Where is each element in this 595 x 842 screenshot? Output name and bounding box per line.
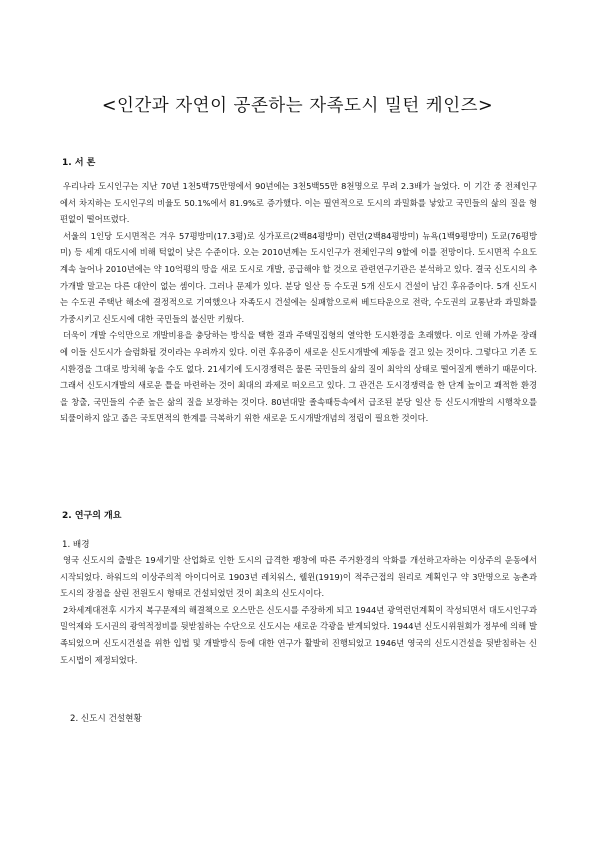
paragraph: 우리나라 도시인구는 지난 70년 1천5백75만명에서 90년에는 3천5백55만 8천명으로 무려 2.3배가 늘었다. 이 기간 중 전체인구에서 차지하는 도시인구의 비율도 50.1%에서 81.9%로 증가했다. 이는 필연적으로 도시의 과밀화를 낳았고 국민들의 삶의 질을 형편없이 떨어뜨렸다. bbox=[60, 181, 537, 225]
paragraph: 영국 신도시의 출발은 19세기말 산업화로 인한 도시의 급격한 팽창에 따른 주거환경의 악화를 개선하고자하는 이상주의 운동에서 시작되었다. 하워드의 이상주의적 아이디어로 1903년 레치워스, 웰윈(1919)이 적주근접의 원리로 계획인구 약 3만명으로 농촌과 도시의 장점을 살린 전원도시 형태로 건설되었던 것이 최초의 신도시이다. bbox=[60, 555, 537, 599]
subsection-heading-status: 2. 신도시 건설현황 bbox=[70, 714, 142, 724]
section-heading-overview: 2. 연구의 개요 bbox=[62, 511, 122, 521]
section-background-body bbox=[60, 552, 537, 668]
paragraph: 서울의 1인당 도시면적은 겨우 57평방미(17.3평)로 싱가포르(2백84평방미) 런던(2백84평방미) 뉴욕(1백9평방미) 도쿄(76평방미) 등 세계 대도시에 비해 턱없이 낮은 수준이다. 오는 2010년께는 도시인구가 전체인구의 9할에 이를 전망이다. 도시면적 수요도 계속 늘어나 2010년에는 약 10억평의 땅을 새로 도시로 개발, 공급해야 할 것으로 관련연구기관은 분석하고 있다. 결국 신도시의 추가개발 말고는 다른 대안이 없는 셈이다. 그러나 문제가 있다. 분당 일산 등 수도권 5개 신도시 건설이 남긴 후유증이다. 5개 신도시는 수도권 주택난 해소에 결정적으로 기여했으나 자족도시 건설에는 실패함으로써 베드타운으로 전락, 수도권의 교통난과 과밀화를 가중시키고 신도시에 대한 국민들의 불신만 키웠다. bbox=[60, 230, 537, 324]
subsection-heading-background: 1. 배경 bbox=[62, 540, 90, 550]
section-heading-intro: 1. 서 론 bbox=[62, 158, 96, 168]
paragraph: 더욱이 개발 수익만으로 개발비용을 충당하는 방식을 택한 결과 주택밀집형의 열악한 도시환경을 초래했다. 이로 인해 가까운 장래에 이들 신도시가 슬럼화될 것이라는 우려까지 있다. 이런 후유증이 새로운 신도시개발에 제동을 걸고 있는 것이다. 그렇다고 기존 도시환경을 그대로 방치해 놓을 수도 없다. 21세기에 도시경쟁력은 물론 국민들의 삶의 질이 최악의 상태로 떨어질게 뻔하기 때문이다. 그래서 신도시개발의 새로운 틀을 마련하는 것이 최대의 과제로 떠오르고 있다. 그 관건은 도시경쟁력을 한 단계 높이고 쾌적한 환경을 창출, 국민들의 수준 높은 삶의 질을 보장하는 것이다. 80년대말 졸속때등속에서 급조된 분당 일산 등 신도시개발의 시행착오를 되풀이하지 않고 좁은 국토면적의 한계를 극복하기 위한 새로운 도시개발개념의 정립이 필요한 것이다. bbox=[60, 330, 537, 424]
document-title: <인간과 자연이 공존하는 자족도시 밀턴 케인즈> bbox=[101, 96, 494, 116]
section-intro-body bbox=[60, 178, 537, 427]
paragraph: 2차세계대전후 시가지 복구문제의 해결책으로 오스만은 신도시를 주장하게 되고 1944년 광역런던계획이 작성되면서 대도시인구과밀억제와 도시권의 광역적정비를 뒷받침하는 수단으로 신도시는 새로운 각광을 받게되었다. 1944년 신도시위원회가 정부에 의해 발족되었으며 신도시건설을 위한 입법 및 개발방식 등에 대한 연구가 활발히 진행되었고 1946년 영국의 신도시건설을 뒷받침하는 신도시법이 제정되었다. bbox=[60, 604, 537, 665]
